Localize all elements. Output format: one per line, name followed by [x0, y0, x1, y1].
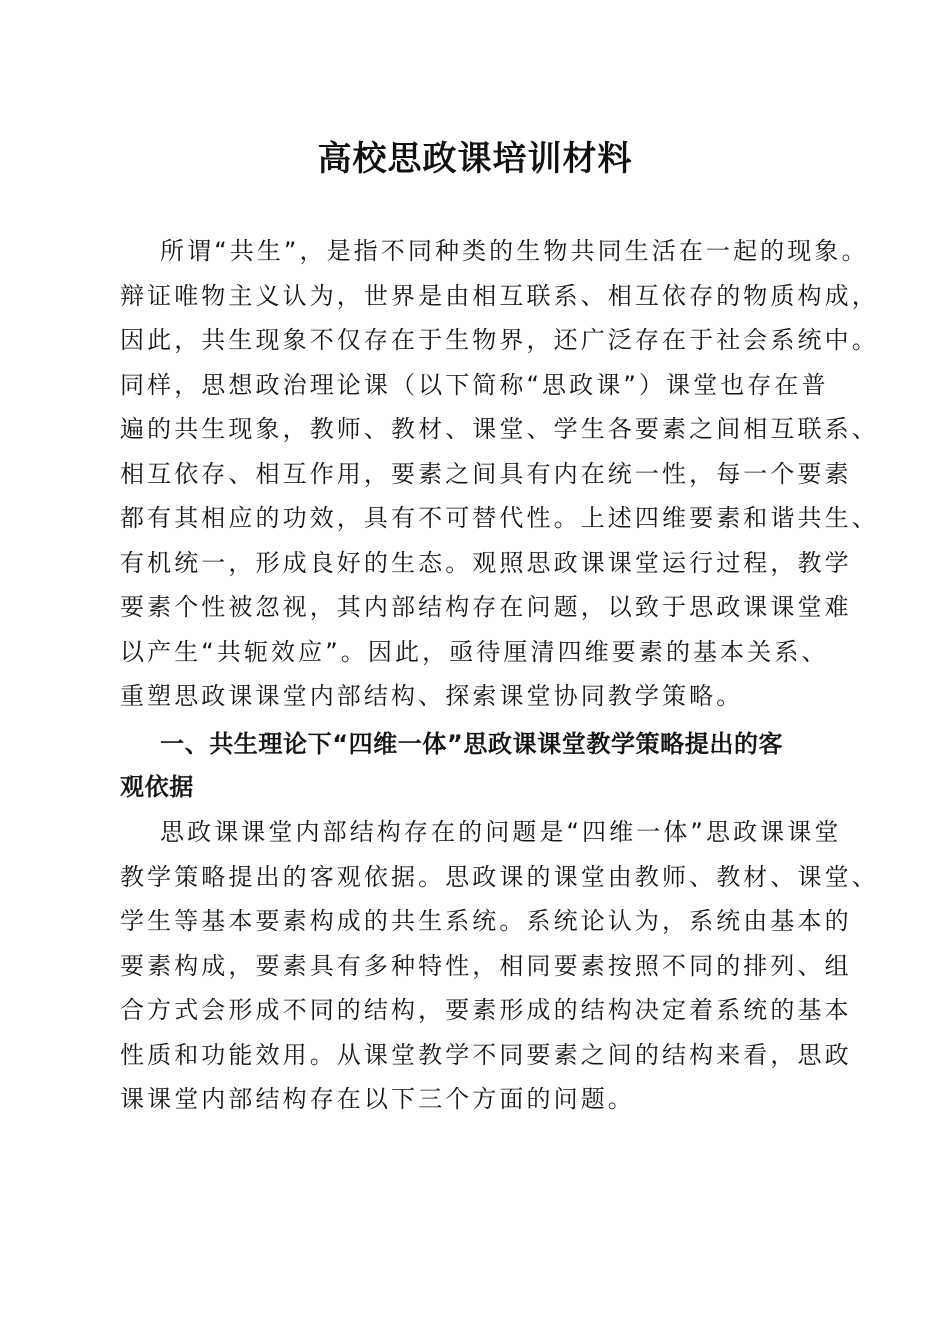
paragraph-line: 都有其相应的功效，具有不可替代性。上述四维要素和谐共生、 — [120, 504, 879, 532]
paragraph-line: 所谓“共生”，是指不同种类的生物共同生活在一起的现象。 — [160, 237, 869, 265]
document-title: 高校思政课培训材料 — [317, 139, 633, 179]
paragraph-line: 课课堂内部结构存在以下三个方面的问题。 — [120, 1085, 635, 1113]
paragraph-line: 合方式会形成不同的结构，要素形成的结构决定着系统的基本 — [120, 996, 852, 1024]
paragraph-line: 同样，思想政治理论课（以下简称“思政课”）课堂也存在普 — [120, 371, 829, 399]
paragraph-line: 以产生“共轭效应”。因此，亟待厘清四维要素的基本关系、 — [120, 638, 829, 666]
paragraph-line: 要素个性被忽视，其内部结构存在问题，以致于思政课课堂难 — [120, 593, 852, 621]
paragraph-line: 要素构成，要素具有多种特性，相同要素按照不同的排列、组 — [120, 952, 852, 980]
paragraph-line: 教学策略提出的客观依据。思政课的课堂由教师、教材、课堂、 — [120, 863, 879, 891]
paragraph-line: 辩证唯物主义认为，世界是由相互联系、相互依存的物质构成， — [120, 282, 879, 310]
heading-line: 观依据 — [120, 773, 194, 801]
paragraph-line: 相互依存、相互作用，要素之间具有内在统一性，每一个要素 — [120, 460, 852, 488]
paragraph-line: 性质和功能效用。从课堂教学不同要素之间的结构来看，思政 — [120, 1041, 852, 1069]
paragraph-line: 有机统一，形成良好的生态。观照思政课课堂运行过程，教学 — [120, 549, 852, 577]
paragraph-line: 学生等基本要素构成的共生系统。系统论认为，系统由基本的 — [120, 907, 852, 935]
paragraph-line: 因此，共生现象不仅存在于生物界，还广泛存在于社会系统中。 — [120, 326, 879, 354]
heading-line: 一、共生理论下“四维一体”思政课课堂教学策略提出的客 — [160, 730, 784, 758]
paragraph-line: 遍的共生现象，教师、教材、课堂、学生各要素之间相互联系、 — [120, 415, 879, 443]
paragraph-line: 思政课课堂内部结构存在的问题是“四维一体”思政课课堂 — [160, 818, 842, 846]
paragraph-line: 重塑思政课课堂内部结构、探索课堂协同教学策略。 — [120, 682, 744, 710]
